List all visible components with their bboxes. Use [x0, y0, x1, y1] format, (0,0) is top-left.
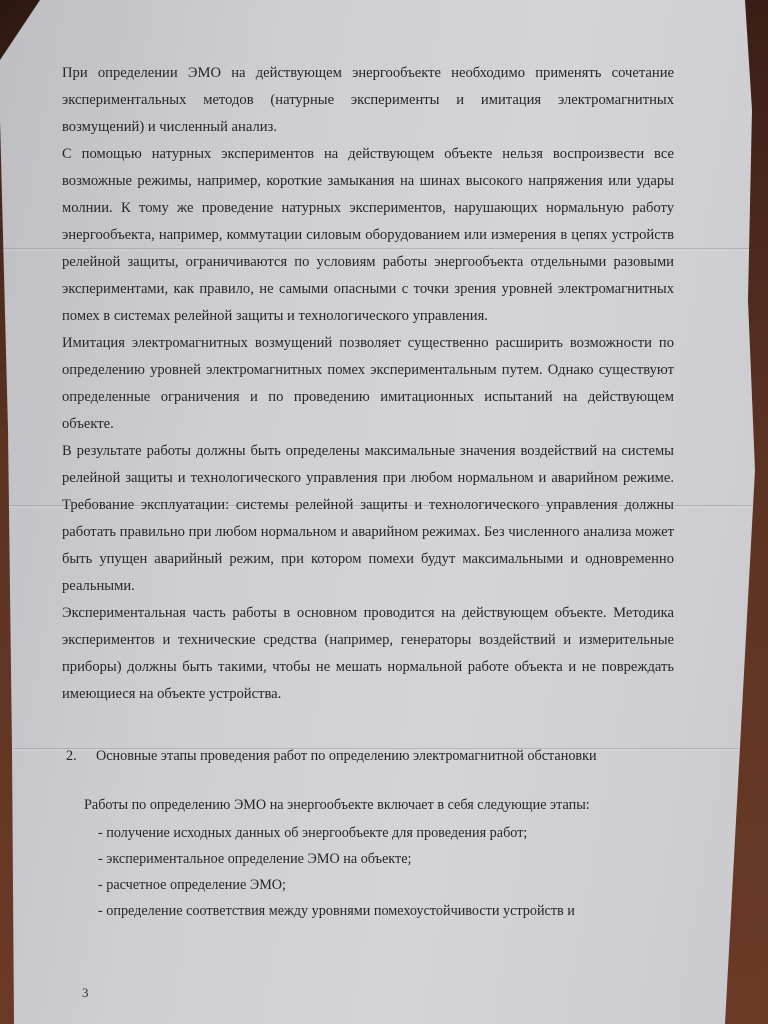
section-number: 2. [66, 748, 77, 764]
list-item: - расчетное определение ЭМО; [98, 877, 286, 893]
paragraph: С помощью натурных экспериментов на действующем объекте нельзя воспроизвести все возможные режимы, например, короткие замыкания на шинах высокого напряжения или удары молнии. К тому же проведение натурных экспериментов, нарушающих нормальную работу энергообъекта, например, коммутации силовым оборудованием или измерения в цепях устройств релейной защиты, ограничиваются по условиям работы энергообъекта отдельными разовыми экспериментами, как правило, не самыми опасными с точки зрения уровней электромагнитных помех в системах релейной защиты и технологического управления. [62, 146, 674, 324]
list-item: - определение соответствия между уровнями помехоустойчивости устройств и [98, 903, 575, 919]
paragraph: Имитация электромагнитных возмущений позволяет существенно расширить возможности по определению уровней электромагнитных помех экспериментальным путем. Однако существуют определенные ограничения и по проведению имитационных испытаний на действующем объекте. [62, 335, 674, 432]
document-body [62, 60, 674, 924]
section-title: Основные этапы проведения работ по определению электромагнитной обстановки [96, 748, 597, 764]
section-heading [62, 742, 674, 770]
list-item: - получение исходных данных об энергообъекте для проведения работ; [98, 825, 528, 841]
paragraph: Экспериментальная часть работы в основном проводится на действующем объекте. Методика экспериментов и технические средства (например, генераторы воздействий и измерительные приборы) должны быть такими, чтобы не мешать нормальной работе объекта и не повреждать имеющиеся на объекте устройства. [62, 605, 674, 702]
stages-list [98, 820, 674, 924]
paragraph: При определении ЭМО на действующем энергообъекте необходимо применять сочетание экспериментальных методов (натурные эксперименты и имитация электромагнитных возмущений) и численный анализ. [62, 65, 674, 135]
list-item: - экспериментальное определение ЭМО на объекте; [98, 851, 412, 867]
paragraph: В результате работы должны быть определены максимальные значения воздействий на системы релейной защиты и технологического управления при любом нормальном и аварийном режиме. Требование эксплуатации: системы релейной защиты и технологического управления должны работать правильно при любом нормальном и аварийном режимах. Без численного анализа может быть упущен аварийный режим, при котором помехи будут максимальными и одновременно реальными. [62, 443, 674, 594]
page-number: 3 [82, 985, 89, 1000]
section-intro: Работы по определению ЭМО на энергообъекте включает в себя следующие этапы: [84, 797, 590, 813]
